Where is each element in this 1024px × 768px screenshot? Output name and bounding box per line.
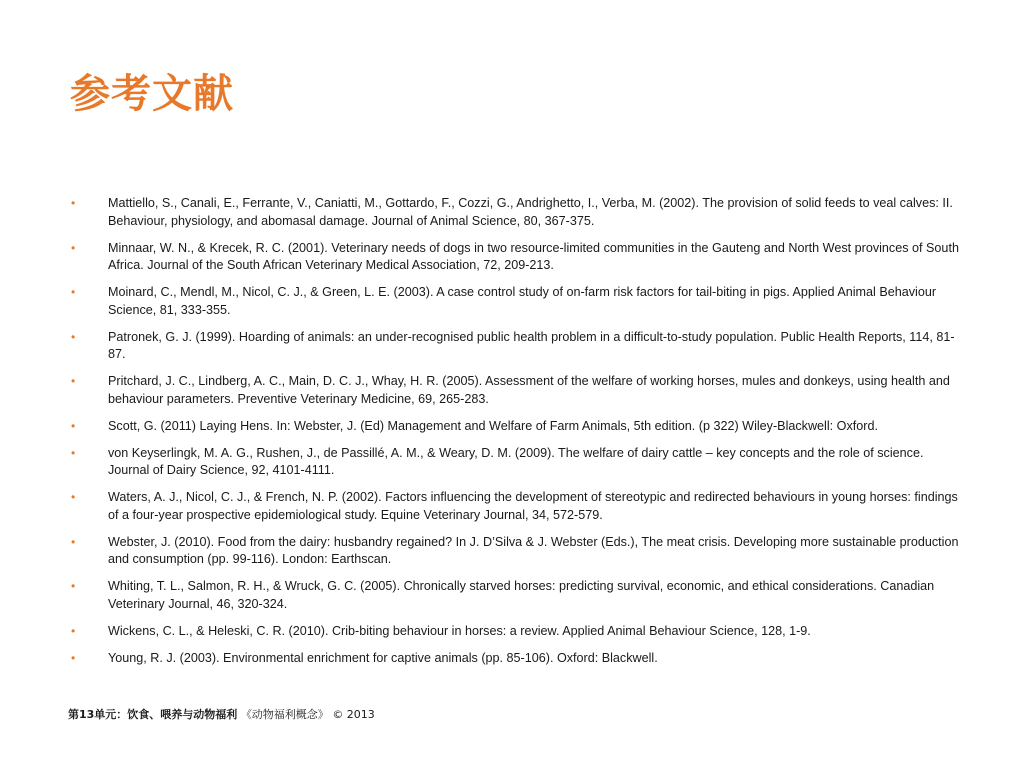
bullet-icon: • <box>71 579 76 593</box>
bullet-icon: • <box>71 534 76 549</box>
reference-text: Patronek, G. J. (1999). Hoarding of animals: an under-recognised public health problem in a difficult-to-study population. Public Health Reports, 114, 81-87. <box>108 329 955 361</box>
bullet-icon: • <box>71 240 76 255</box>
reference-list <box>70 195 960 677</box>
list-item <box>70 329 960 364</box>
bullet-icon: • <box>71 196 76 210</box>
list-item <box>70 578 960 613</box>
slide-footer <box>68 706 375 722</box>
bullet-icon: • <box>71 623 76 638</box>
footer-copyright: © 2013 <box>332 708 375 721</box>
reference-text: Mattiello, S., Canali, E., Ferrante, V., Caniatti, M., Gottardo, F., Cozzi, G., Andrighetto, I., Verba, M. (2002). The provision of solid feeds to veal calves: II. Behaviour, physiology, and abomasal damage. Journal of Animal Science, 80, 367-375. <box>108 196 953 228</box>
reference-text: Young, R. J. (2003). Environmental enrichment for captive animals (pp. 85-106). Oxford: Blackwell. <box>108 650 658 665</box>
bullet-icon: • <box>71 329 76 344</box>
list-item <box>70 623 960 641</box>
bullet-icon: • <box>71 650 76 665</box>
list-item <box>70 195 960 230</box>
reference-text: Wickens, C. L., & Heleski, C. R. (2010). Crib-biting behaviour in horses: a review. Applied Animal Behaviour Science, 128, 1-9. <box>108 623 811 638</box>
list-item <box>70 650 960 668</box>
bullet-icon: • <box>71 418 76 433</box>
reference-text: Pritchard, J. C., Lindberg, A. C., Main, D. C. J., Whay, H. R. (2005). Assessment of the welfare of working horses, mules and donkeys, using health and behaviour parameters. Preventive Veterinary Medicine, 69, 265-283. <box>108 374 950 406</box>
bullet-icon: • <box>71 490 76 504</box>
bullet-icon: • <box>71 285 76 299</box>
footer-unit-title: 第13单元：饮食、喂养与动物福利 <box>68 708 238 721</box>
list-item <box>70 373 960 408</box>
list-item <box>70 445 960 480</box>
reference-text: Webster, J. (2010). Food from the dairy: husbandry regained? In J. D’Silva & J. Webster (Eds.), The meat crisis. Developing more sustainable production and consumption (pp. 99-116). London: Earthscan. <box>108 534 959 566</box>
list-item <box>70 489 960 524</box>
reference-text: Minnaar, W. N., & Krecek, R. C. (2001). Veterinary needs of dogs in two resource-limited communities in the Gauteng and North West provinces of South Africa. Journal of the South African Veterinary Medical Association, 72, 209-213. <box>108 240 959 272</box>
reference-text: Scott, G. (2011) Laying Hens. In: Webster, J. (Ed) Management and Welfare of Farm Animals, 5th edition. (p 322) Wiley-Blackwell: Oxford. <box>108 418 878 433</box>
list-item <box>70 240 960 275</box>
reference-text: Waters, A. J., Nicol, C. J., & French, N. P. (2002). Factors influencing the development of stereotypic and redirected behaviours in young horses: findings of a four-year prospective epidemiological study. Equine Veterinary Journal, 34, 572-579. <box>108 490 958 522</box>
reference-text: Whiting, T. L., Salmon, R. H., & Wruck, G. C. (2005). Chronically starved horses: predicting survival, economic, and ethical considerations. Canadian Veterinary Journal, 46, 320-324. <box>108 579 935 611</box>
list-item <box>70 534 960 569</box>
reference-text: von Keyserlingk, M. A. G., Rushen, J., de Passillé, A. M., & Weary, D. M. (2009). The welfare of dairy cattle – key concepts and the role of science. Journal of Dairy Science, 92, 4101-4111. <box>108 445 924 477</box>
page-title: 参考文献 <box>70 71 234 117</box>
list-item <box>70 284 960 319</box>
bullet-icon: • <box>71 374 76 388</box>
footer-course-title: 《动物福利概念》 <box>240 708 329 721</box>
bullet-icon: • <box>71 445 76 460</box>
list-item <box>70 418 960 436</box>
reference-text: Moinard, C., Mendl, M., Nicol, C. J., & Green, L. E. (2003). A case control study of on-farm risk factors for tail-biting in pigs. Applied Animal Behaviour Science, 81, 333-355. <box>108 285 937 317</box>
